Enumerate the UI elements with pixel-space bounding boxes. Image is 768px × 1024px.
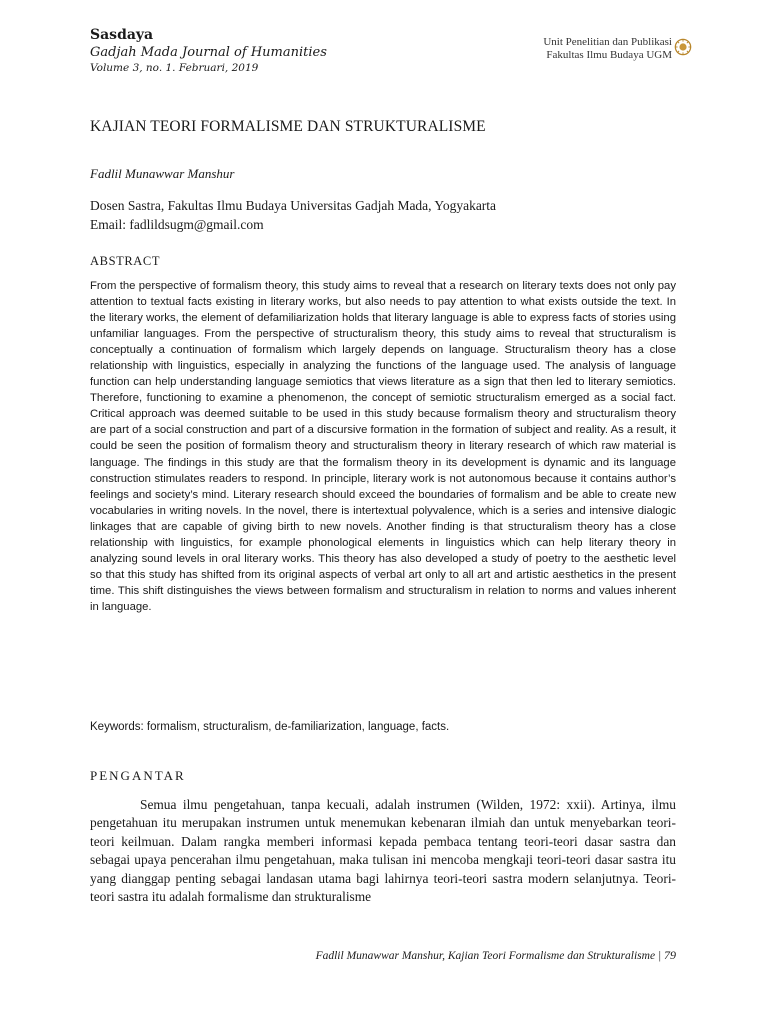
- article-title: KAJIAN TEORI FORMALISME DAN STRUKTURALISME: [90, 118, 486, 135]
- intro-paragraph: Semua ilmu pengetahuan, tanpa kecuali, adalah instrumen (Wilden, 1972: xxii). Artinya, ilmu pengetahuan itu merupakan instrumen untuk menemukan kebenaran ilmiah dan untuk menyebarkan teori-teori keilmuan. Dalam rangka memberi informasi kepada pembaca tentang teori-teori dasar sastra dan sebagai upaya pencerahan ilmu pengetahuan, maka tulisan ini mencoba mengkaji teori-teori dasar sastra itu yang dianggap penting sebagai landasan utama bagi lahirnya teori-teori sastra modern selanjutnya. Teori-teori sastra itu adalah formalisme dan strukturalisme: [90, 797, 676, 905]
- section-heading: PENGANTAR: [90, 768, 186, 783]
- journal-header: [90, 26, 327, 76]
- author-affiliation-block: [90, 196, 496, 234]
- unit-line-1: Unit Penelitian dan Publikasi: [543, 36, 672, 48]
- abstract-heading: ABSTRACT: [90, 254, 161, 268]
- keywords: Keywords: formalism, structuralism, de-familiarization, language, facts.: [90, 721, 450, 733]
- ugm-seal-icon: [674, 38, 692, 56]
- page-footer: [316, 948, 676, 963]
- journal-subtitle: Gadjah Mada Journal of Humanities: [90, 45, 327, 60]
- abstract-text: From the perspective of formalism theory, this study aims to reveal that a research on literary texts does not only pay attention to textual facts existing in literary works, but also needs to pay attention to what exists outside the text. In the literary works, the element of defamiliarization holds that literary language is able to express facts of stories using unfamiliar languages. From the perspective of structuralism theory, this study aims to reveal that structuralism is conceptually a continuation of formalism which largely depends on language. Structuralism theory has a close relationship with linguistics, especially in analyzing the functions of the language used. The analysis of language function can help understanding language semiotics that views literature as a sign that then led to literary semiotics. Therefore, functioning to examine a phenomenon, the concept of semiotic structuralism emerged as a social fact. Critical approach was deemed suitable to be used in this study because formalism theory and structuralism theory are part of a social construction and part of a discursive formation in the formation of subject and reality. As a result, it could be seen the position of formalism theory and structuralism theory in literary research of which raw material is language. The findings in this study are that the formalism theory in its development is dynamic and its language construction stimulates readers to respond. In principle, literary work is not autonomous because it contains author’s feelings and society’s mind. Literary research should exceed the boundaries of formalism and be able to create new vocabularies in writing novels. In the novel, there is intertextual polyvalence, which is a series and intensive dialogic linkages that are capable of giving birth to new novels. Another finding is that structuralism theory has a close relationship with linguistics, for example phonological elements in linguistics which can help literary theory in analyzing sound levels in oral literary works. This theory has also developed a study of poetry to the aesthetic level so that this study has shifted from its original aspects of verbal art only to all art and artistic aesthetics in the present time. This shift distinguishes the views between formalism and structuralism in relation to norms and values inherent in language.: [90, 280, 676, 613]
- journal-volume: Volume 3, no. 1. Februari, 2019: [90, 62, 259, 74]
- journal-name: Sasdaya: [90, 27, 154, 43]
- publisher-unit: [543, 36, 672, 62]
- author-name: Fadlil Munawwar Manshur: [90, 166, 235, 181]
- author-affiliation: Dosen Sastra, Fakultas Ilmu Budaya Universitas Gadjah Mada, Yogyakarta: [90, 198, 497, 213]
- page-number: 79: [664, 948, 676, 962]
- footer-separator: |: [657, 950, 662, 962]
- author-email: Email: fadlildsugm@gmail.com: [90, 217, 264, 232]
- running-title: Fadlil Munawwar Manshur, Kajian Teori Formalisme dan Strukturalisme: [315, 950, 656, 962]
- unit-line-2: Fakultas Ilmu Budaya UGM: [546, 49, 672, 61]
